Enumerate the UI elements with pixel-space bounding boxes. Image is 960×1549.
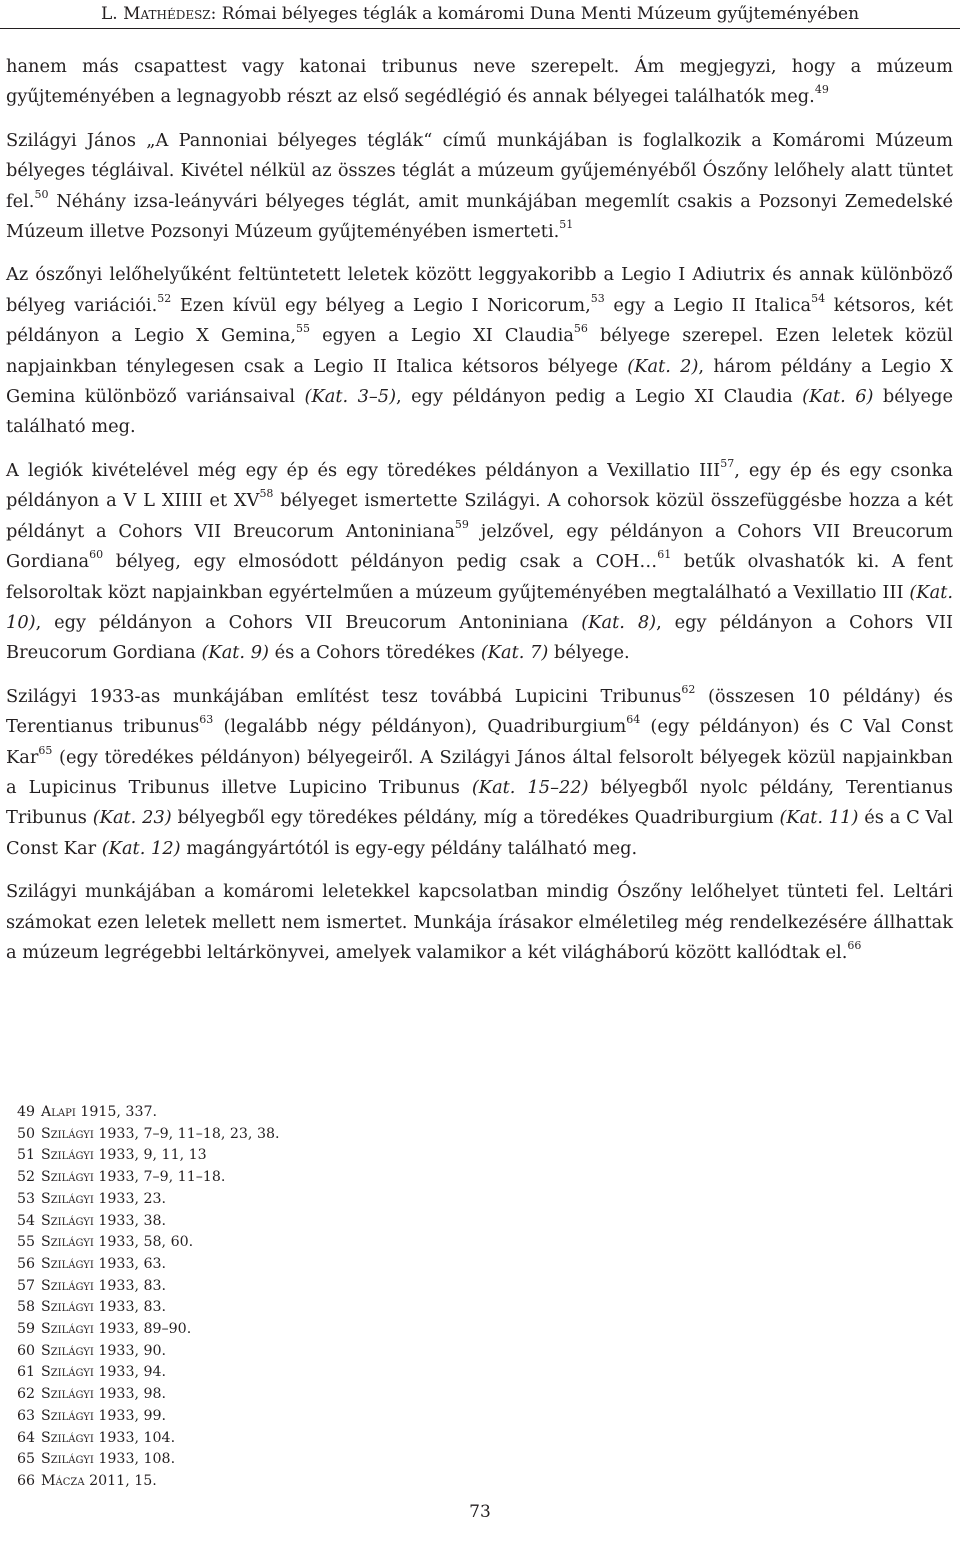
body-text [6,52,953,968]
text-run: Néhány izsa-leányvári bélyeges téglát, amit munkájában megemlít csakis a Pozsonyi Zemedelské Múzeum illetve Pozsonyi Múzeum gyűjteményében ismerteti. [6,190,953,243]
footnote [17,1384,617,1406]
footnote-ref: 54 [811,291,826,305]
text-run: bélyeg, egy elmosódott példányon pedig csak a COH… [103,551,658,573]
catalog-ref: (Kat. 12) [101,837,181,859]
running-head-title: : Római bélyeges téglák a komáromi Duna Menti Múzeum gyűjteményében [210,4,860,24]
footnote-reference: 1933, 58, 60. [93,1234,194,1251]
footnote [17,1189,617,1211]
text-run: bélyege. [548,642,630,664]
footnote-author: Szilágyi [41,1342,94,1359]
text-run: hanem más csapattest vagy katonai tribunus neve szerepelt. Ám megjegyzi, hogy a múzeum gyűjteményében a legnagyobb részt az első segédlégió és annak bélyegei találhatók meg. [6,56,953,108]
footnote-ref: 66 [847,939,862,953]
running-head [0,0,960,29]
catalog-ref: (Kat. 7) [480,642,549,664]
footnote-ref: 65 [38,743,53,757]
catalog-ref: (Kat. 8) [581,611,657,633]
footnote-number: 62 [17,1386,36,1403]
text-run: betűk olvashatók ki. A fent felsoroltak közt napjainkban egyértelműen a múzeum gyűjteményében megtalálható a Vexillatio III [6,551,953,603]
footnote [17,1471,617,1493]
footnote-reference: 2011, 15. [84,1472,157,1489]
catalog-ref: (Kat. 3–5) [304,386,397,408]
footnote [17,1449,617,1471]
paragraph [6,456,953,669]
footnote [17,1341,617,1363]
footnote-number: 52 [17,1169,36,1186]
footnote [17,1124,617,1146]
footnote-number: 51 [17,1147,36,1164]
footnote-number: 65 [17,1451,36,1468]
footnote [17,1406,617,1428]
footnote-ref: 53 [590,291,605,305]
footnote-author: Mácza [41,1472,85,1489]
text-run: , egy példányon pedig a Legio XI Claudia [396,386,803,408]
text-run: bélyege szerepel. Ezen leletek közül napjainkban ténylegesen csak a Legio II Italica kétsoros bélyege [6,325,953,377]
footnote-author: Szilágyi [41,1234,94,1251]
catalog-ref: (Kat. 15–22) [471,776,589,798]
footnote-number: 55 [17,1234,36,1251]
footnote-reference: 1933, 89–90. [93,1321,192,1338]
footnote-number: 58 [17,1299,36,1316]
catalog-ref: (Kat. 11) [779,807,859,829]
text-run: , három példány a Legio X Gemina különböző variánsaival [6,355,953,408]
text-run: egy a Legio II Italica [604,294,812,316]
text-run: (összesen 10 példány) és Terentianus tribunus [6,685,954,738]
footnote-number: 63 [17,1407,36,1424]
text-run: bélyegből egy töredékes példány, míg a töredékes Quadriburgium [171,807,780,829]
footnote [17,1211,617,1233]
footnote-reference: 1933, 108. [93,1451,176,1468]
catalog-ref: (Kat. 2) [627,355,699,377]
footnote-number: 61 [17,1364,36,1381]
paragraph [6,126,953,248]
footnote-reference: 1933, 98. [93,1386,167,1403]
running-head-author-name: Mathédesz [123,4,211,24]
footnote-author: Szilágyi [41,1147,94,1164]
catalog-ref: (Kat. 10) [6,581,953,633]
text-run: (egy töredékes példányon) bélyegeiről. A Szilágyi János által felsorolt bélyegek közül napjainkban a Lupicinus Tribunus illetve Lupicino Tribunus [6,746,953,798]
text-run: jelzővel, egy példányon a Cohors VII Breucorum Gordiana [6,520,953,573]
footnote-reference: 1933, 104. [93,1429,176,1446]
footnote [17,1102,617,1124]
footnote-author: Szilágyi [41,1255,94,1272]
footnote [17,1232,617,1254]
footnote-reference: 1933, 99. [93,1407,167,1424]
footnote-ref: 59 [454,517,469,531]
paragraph [6,877,953,968]
footnote [17,1276,617,1298]
footnote-number: 49 [17,1104,36,1120]
footnote-ref: 57 [720,456,735,470]
page-number: 73 [469,1502,491,1522]
footnote-reference: 1933, 7–9, 11–18, 23, 38. [93,1125,280,1142]
text-run: Az ószőnyi lelőhelyűként feltüntetett leletek között leggyakoribb a Legio I Adiutrix és annak különböző bélyeg variációi. [6,264,953,316]
footnote-ref: 55 [296,322,311,336]
footnotes [17,1102,617,1493]
footnote-reference: 1933, 38. [93,1212,167,1229]
text-run: bélyeget ismertette Szilágyi. A cohorsok közül összefüggésbe hozza a két példányt a Cohors VII Breucorum Antoniniana [6,490,953,542]
footnote-ref: 51 [559,218,574,232]
text-run: bélyege található meg. [6,386,953,438]
footnote-author: Szilágyi [41,1386,94,1403]
footnote-author: Szilágyi [41,1212,94,1229]
text-run: egyen a Legio XI Claudia [310,325,574,347]
text-run: Szilágyi János „A Pannoniai bélyeges téglák“ című munkájában is foglalkozik a Komáromi Múzeum bélyeges tégláival. Kivétel nélkül az összes téglát a múzeum gyűjeményéből Ószőny lelőhely alatt tüntet fel. [6,129,953,212]
footnote-author: Szilágyi [41,1321,94,1338]
footnote-number: 54 [17,1212,36,1229]
footnote [17,1254,617,1276]
footnote-author: Szilágyi [41,1299,94,1316]
footnote-author: Szilágyi [41,1451,94,1468]
footnote-ref: 60 [89,548,104,562]
footnote-author: Szilágyi [41,1364,94,1381]
footnote [17,1297,617,1319]
footnote-reference: 1933, 63. [93,1255,167,1272]
text-run: , egy példányon a Cohors VII Breucorum Gordiana [6,611,953,664]
text-run: és a Cohors töredékes [269,642,481,664]
footnote [17,1145,617,1167]
text-run: A legiók kivételével még egy ép és egy töredékes példányon a Vexillatio III [6,459,721,481]
footnote-number: 59 [17,1321,36,1338]
footnote-number: 60 [17,1342,36,1359]
footnote [17,1319,617,1341]
footnote-ref: 63 [199,713,214,727]
text-run: (egy példányon) és C Val Const Kar [6,716,953,768]
footnote-reference: 1933, 9, 11, 13 [93,1147,207,1164]
footnote-ref: 58 [259,487,274,501]
footnote-reference: 1933, 23. [93,1190,167,1207]
footnote-author: Szilágyi [41,1190,94,1207]
text-run: és a C Val Const Kar [6,807,954,859]
paragraph [6,260,953,442]
footnote-number: 57 [17,1277,36,1294]
footnote-ref: 62 [681,682,696,696]
footnote-number: 56 [17,1255,36,1272]
footnote-author: Szilágyi [41,1169,94,1186]
paragraph [6,682,953,864]
footnote-reference: 1933, 83. [93,1277,167,1294]
text-run: , egy példányon a Cohors VII Breucorum Antoniniana [35,611,582,633]
footnote-author: Alapi [41,1104,76,1120]
text-run: Ezen kívül egy bélyeg a Legio I Noricorum, [171,294,591,316]
footnote-ref: 49 [814,83,829,97]
text-run: Szilágyi munkájában a komáromi leletekkel kapcsolatban mindig Ószőny lelőhelyet tünteti fel. Leltári számokat ezen leletek mellett nem ismertet. Munkája írásakor elméletileg még rendelkezésére állhattak a múzeum legrégebbi leltárkönyvei, amelyek valamikor a két világháború között kallódtak el. [6,881,953,963]
text-run: kétsoros, két példányon a Legio X Gemina, [6,294,953,347]
footnote-number: 53 [17,1190,36,1207]
footnote [17,1362,617,1384]
footnote-number: 50 [17,1125,36,1142]
text-run: , egy ép és egy csonka példányon a V L XIIII et XV [6,459,954,512]
footnote-reference: 1933, 7–9, 11–18. [93,1169,226,1186]
footnote-number: 64 [17,1429,36,1446]
text-run: magángyártótól is egy-egy példány található meg. [180,837,638,859]
footnote-ref: 61 [657,548,672,562]
paragraph [6,52,953,113]
footnote-reference: 1915, 337. [75,1104,158,1120]
footnote-reference: 1933, 83. [93,1299,167,1316]
catalog-ref: (Kat. 23) [92,807,172,829]
footnote-author: Szilágyi [41,1277,94,1294]
footnote-ref: 64 [626,713,641,727]
footnote-reference: 1933, 94. [93,1364,167,1381]
footnote-author: Szilágyi [41,1429,94,1446]
footnote-ref: 56 [573,322,588,336]
footnote-ref: 52 [157,291,172,305]
footnote-number: 66 [17,1472,36,1489]
running-head-author-initial: L. [100,4,124,24]
text-run: (legalább négy példányon), Quadriburgium [213,716,627,738]
footnote-ref: 50 [34,187,49,201]
footnote-reference: 1933, 90. [93,1342,167,1359]
catalog-ref: (Kat. 9) [201,642,269,664]
text-run: bélyegből nyolc példány, Terentianus Tribunus [6,776,953,829]
footnote-author: Szilágyi [41,1125,94,1142]
text-run: Szilágyi 1933-as munkájában említést tesz továbbá Lupicini Tribunus [6,685,682,707]
footnote-author: Szilágyi [41,1407,94,1424]
footnote [17,1167,617,1189]
catalog-ref: (Kat. 6) [802,386,874,408]
footnote [17,1428,617,1450]
